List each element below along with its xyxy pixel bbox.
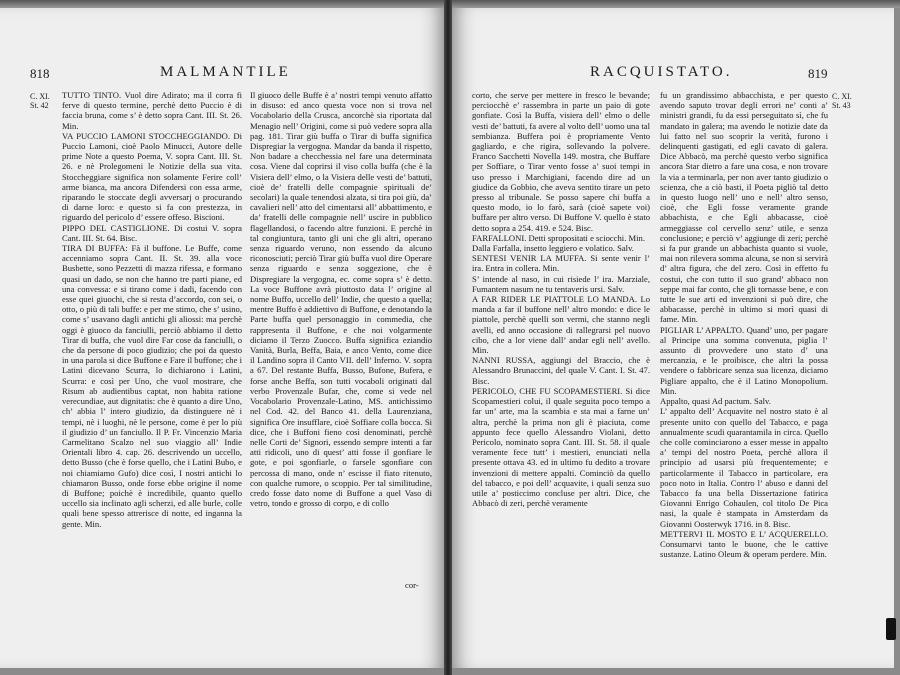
right-column-1: [472, 90, 650, 660]
right-margin-note: C. XI. St. 43: [832, 92, 852, 110]
entry-mettervi-mosto: METTERVI IL MOSTO E L’ ACQUERELLO. Consumarvi tanto le buone, che le cattive sustanze. Latino Oleum & operam perdere. Min.: [660, 528, 828, 560]
left-margin-note: C. XI. St. 42: [30, 92, 50, 110]
entry-tira-di-buffa: TIRA DI BUFFA: Fà il buffone. Le Buffe, come accenniamo sopra Cant. II. St. 39. alla voce Busbette, sono Pezzetti di mazza rifessa, e formano quasi un dado, se non che hanno tre parti piane, ed una convessa: e si tirano come i dadi, facendo con esse quei giuochi, che si resta d’accordo, con sei, o otto, o più di tali buffe: e per me stimo, che s’ usino, come s’ usavano dagli antichi gli aliossi: ma perchè oggi è giuoco da fanciulli, perciò abbiamo il detto Tirar di buffa, che vuol dire Far cose da fanciulli, o che da persone di poco giudizio; che poi da questo in una parola si dice Buffone e Fare il buffone; che i Latini dicevano Scurra, lo dichiarono i Latini, Scurra: e così per Uno, che vuol mostrare, che Risum ab audientibus captat, non habita ratione verecundiae, aut dignitatis: che è quanto a dire Uno, ch’ abbia l’ intero giudizio, da distinguere nè i tempi, nè i luoghi, nè le persone, come è per lo più il giudizio d’ un fanciullo. Il P. Fr. Vincenzio Maria Carmelitano Scalzo nel suo viaggio all’ Indie Orientali libro 4. cap. 26. descrivendo un uccello, detto Busso (che è forse quello, che i Latini Bubo, e noi chiamiamo Gufo) dice così, I nostri antichi lo chiamaron Busso, onde forse ebbe origine il nome di Buffone; poichè è incredibile, quanto quello uccello sia inclinato agli scherzi, ed alle burle, colle quali bene spesso attrerisce di notte, ed inganna la gente. Min.: [62, 243, 242, 529]
entry-giuoco-buffe: Il giuoco delle Buffe è a’ nostri tempi venuto affatto in disuso: ed anco questa voce non si trova nel Vocabolario della Crusca, ancorchè sia riportata dal Menagio nell’ Origini, come si può vedere sopra alla pag. 181. Tirar giù buffa o Tirar di buffa significa Dispregiar la vergogna. Mandar da banda il rispetto, Non badare a checchessia nel fare una determinata cosa. Viene dal coprirsi il viso colla buffa (che è la Visiera dell’ elmo, o la Visiera delle vesti de’ battuti, cioè de’ fratelli delle compagnie spirituali de’ secolari) la quale tenendosi alzata, si tira poi giù, da’ cavalieri nell’ atto del cimentarsi all’ abbattimento, e da’ fratelli delle compagnie nell’ uscire in pubblico flagellandosi, o facendo altre funzioni. E perchè in tal congiuntura, tanto gli uni che gli altri, operano senza riguardo veruno, non essendo da alcuno riconosciuti; perciò Tirar giù buffa vuol dire Operare senza riguardo e senza soggezione, che è Dispregiare la vergogna, ec. come sopra s’ è detto. La voce Buffone avrà piuttosto data l’ origine al nome Buffo, uccello dell’ Indie, che questo a quella; mentre Buffo è addiettivo di Buffone, e denotando la Parte buffa quel personaggio in commedia, che rappresenta il Buffone, e che noi volgarmente diciamo il Terzo Zuocco. Buffa significa eziandio Vanità, Burla, Beffa, Baia, e anco Vento, come dice il Landino sopra il Canto VII. dell’ Inferno. V. sopra a 67. Del restante Buffa, Busso, Bufone, Bufera, e forse anche Beffa, son tutti vocaboli originati dal verbo Provenzale Bufar, che, come si vede nel Vocabolario Provenzale-Latino, MS. antichissimo nel Cod. 42. del Banco 41. della Laurenziana, significa Ore insufflare, cioè Soffiare colla bocca. Si dice, che i Buffoni fieno così denominati, perchè nelle Corti de’ Signori, essendo sempre intenti a far atti ridicoli, uno di quest’ atti fosse il gonfiare le gote, e poi sgonfiarle, o farsele sgonfiare con percossa di mano, onde n’ escisse il fiato ritenuto, con qualche rumore, o scoppio. Per tal similitudine, credo fosse dato nome di Buffone a quel Vaso di vetro, tondo e grosso di corpo, e di collo: [250, 90, 432, 509]
right-column-2: [660, 90, 828, 660]
entry-pippo: PIPPO DEL CASTIGLIONE. Di costui V. sopra Cant. III. St. 64. Bisc.: [62, 222, 242, 243]
entry-corto: corto, che serve per mettere in fresco le bevande; perciocchè e’ rassembra in parte un paio di gote gonfiate. Così la Buffa, visiera dell’ elmo o delle vesti de’ battuti, fa avere al volto dell’ uomo una tal sembianza. Buffera poi è propriamente Vento gagliardo, e che rigira, sollevando la polvere. Franco Sacchetti Novella 149. mostra, che Buffare per Soffiare, o Tirar vento fosse a’ suoi tempi in uso presso i Marchigiani, facendo dire ad un giudice da Gobbio, che aveva sentito tirare un peto presso al tribunale. Se posso sapere chi buffa a questo modo, io lo farò, sarà (cioè sapete voi) buffare per altro verso. Di Buffone V. quello è stato detto sopra a 254. 419. e 524. Bisc.: [472, 90, 650, 233]
entry-acquavite: L’ appalto dell’ Acquavite nel nostro stato è al presente unito con quello del Tabacco, e paga annualmente scudi quarantamila in circa. Quello che colle cominciarono a esser messe in appalto a’ tempi del nostro Poeta, perchè allora il principio ad usarsi più frequentemente; e particolarmente il Tabacco in particolare, era poco noto in Italia. Contro l’ abuso e danni del Tabacco fa una bella Dissertazione fatirica Giovanni Enrigo Cohaulen, col titolo De Pica nasi, la quale è stampata in Amsterdam da Giovanni Oosterwyk 1716. in 8. Bisc.: [660, 406, 828, 529]
entry-farfalla: Dalla Farfalla, insetto leggiero e volatico. Salv.: [472, 243, 634, 254]
entry-farfalloni: FARFALLONI. Detti spropositati e sciocchi. Min.: [472, 232, 645, 243]
left-running-head: MALMANTILE: [160, 64, 291, 80]
entry-pigliar-appalto: PIGLIAR L’ APPALTO. Quand’ uno, per pagare al Principe una somma convenuta, piglia l’ assunto di provvedere uno stato d’ una mercanzia, e le proibisce, che altri la possa vendere o fabbricare senza sua licenza, diciamo Pigliare appalto, che è il Latino Monopolium. Min.: [660, 324, 828, 396]
left-catchword: cor-: [405, 580, 419, 590]
left-column-2: [250, 90, 432, 660]
entry-ad-pactum: Appalto, quasi Ad pactum. Salv.: [660, 396, 771, 407]
right-page: [450, 8, 894, 668]
page-clip-marker: [886, 618, 896, 640]
entry-naso: S’ intende al naso, in cui risiede l’ ira. Marziale, Fumantem nasum ne tu tentaveris ursi. Salv.: [472, 273, 650, 294]
left-column-1: [62, 90, 242, 660]
entry-sentesi: SENTESI VENIR LA MUFFA. Si sente venir l’ ira. Entra in collera. Min.: [472, 253, 650, 274]
entry-va-puccio: VA PUCCIO LAMONI STOCCHEGGIANDO. Di Puccio Lamoni, cioè Paolo Minucci, Autore delle prime Note a questo Poema, V. sopra Cant. III. St. 26. e nè Prolegomeni le Notizie della sua vita. Stoccheggiare significa non solamente Ferire coll’ arme bianca, ma ancora Difendersi con essa arme, riparando le stoccate degli avversarj o procurando di darne loro: e questo si fa con prestezza, in riguardo del pericolo d’ essere offeso. Biscioni.: [62, 130, 242, 223]
left-page-number: 818: [30, 66, 50, 81]
entry-piattole: A FAR RIDER LE PIATTOLE LO MANDA. Lo manda a far il buffone nell’ altro mondo: e dice le piattole, perchè quelli son vermi, che stanno negli avelli, ed anno occasione di rallegrarsi pel nuovo cibo, che a lor viene dall’ andar egli nell’ avello. Min.: [472, 294, 650, 356]
right-page-number: 819: [808, 66, 828, 81]
left-page: [0, 8, 446, 668]
entry-tutto-tinto: TUTTO TINTO. Vuol dire Adirato; ma il corra fi ferve di questo termine, perchè detto Puccio è di faccia bruna, come s’ è detto sopra Cant. III. St. 26. Min.: [62, 90, 242, 131]
entry-abbachista: fu un grandissimo abbacchista, e per questo avendo saputo trovar degli errori ne’ conti a’ ministri grandi, fu da essi perseguitato sì, che fu mandato in galera; ma avendo le notizie date da lui fatto nel suo scoprir la verità, furono i delinquenti gastigati, ed egli cavato di galera. Dice Abbacò, ma perchè questo verbo significa ancora Star dietro a fare una cosa, e non trovare la via a terminarla, per non aver tanto giudizio o scienza, che a ciò basti, il Poeta pigliò tal detto in questo luogo nell’ uno e nell’ altro senso, cioè, che Egli fosse veramente grande abbachista, e che Egli abbacasse, cioè armeggiasse col cervello senz’ utile, e senza conclusione; e perciò v’ aggiunge di zeri; perchè si fa pur grande un abbachista quanto si vuole, mai non rilevera somma alcuna, se non si servirà d’ altra figura, che del zero. Così in effetto fu costui, che con tutto il suo grand’ abbaco non seppe mai far conto, che gli tornasse bene, e con tutte le sue arti ed invenzioni si può dire, che abbacasse, perchè in ultimo si morì quasi di fame. Min.: [660, 90, 828, 325]
entry-pericolo: PERICOLO, CHE FU SCOPAMESTIERI. Si dice Scopamestieri colui, il quale seguita poco tempo a far un’ arte, ma la scambia e sta mai a farne un’ altra, perchè la prima non gli è piaciuta, come appunto fece quello Alessandro Violani, detto Pericolo, nominato sopra Cant. III. St. 58. il quale veramente fece tutt’ i mestieri, enunciati nella presente ottava 43. ed in ultimo fu dedito a trovare invenzioni di mettere appalti. Cominciò da quello del tabacco, e poi dell’ acquavite, i quali senza suo utile a’ posticcimo concluse per altri. Dice, che Abbacò di zeri, perchè veramente: [472, 385, 650, 509]
book-gutter: [444, 0, 452, 675]
entry-nanni-russa: NANNI RUSSA, aggiungi del Braccio, che è Alessandro Brunaccini, del quale V. Cant. I. St. 47. Bisc.: [472, 355, 650, 386]
right-running-head: RACQUISTATO.: [590, 64, 733, 80]
